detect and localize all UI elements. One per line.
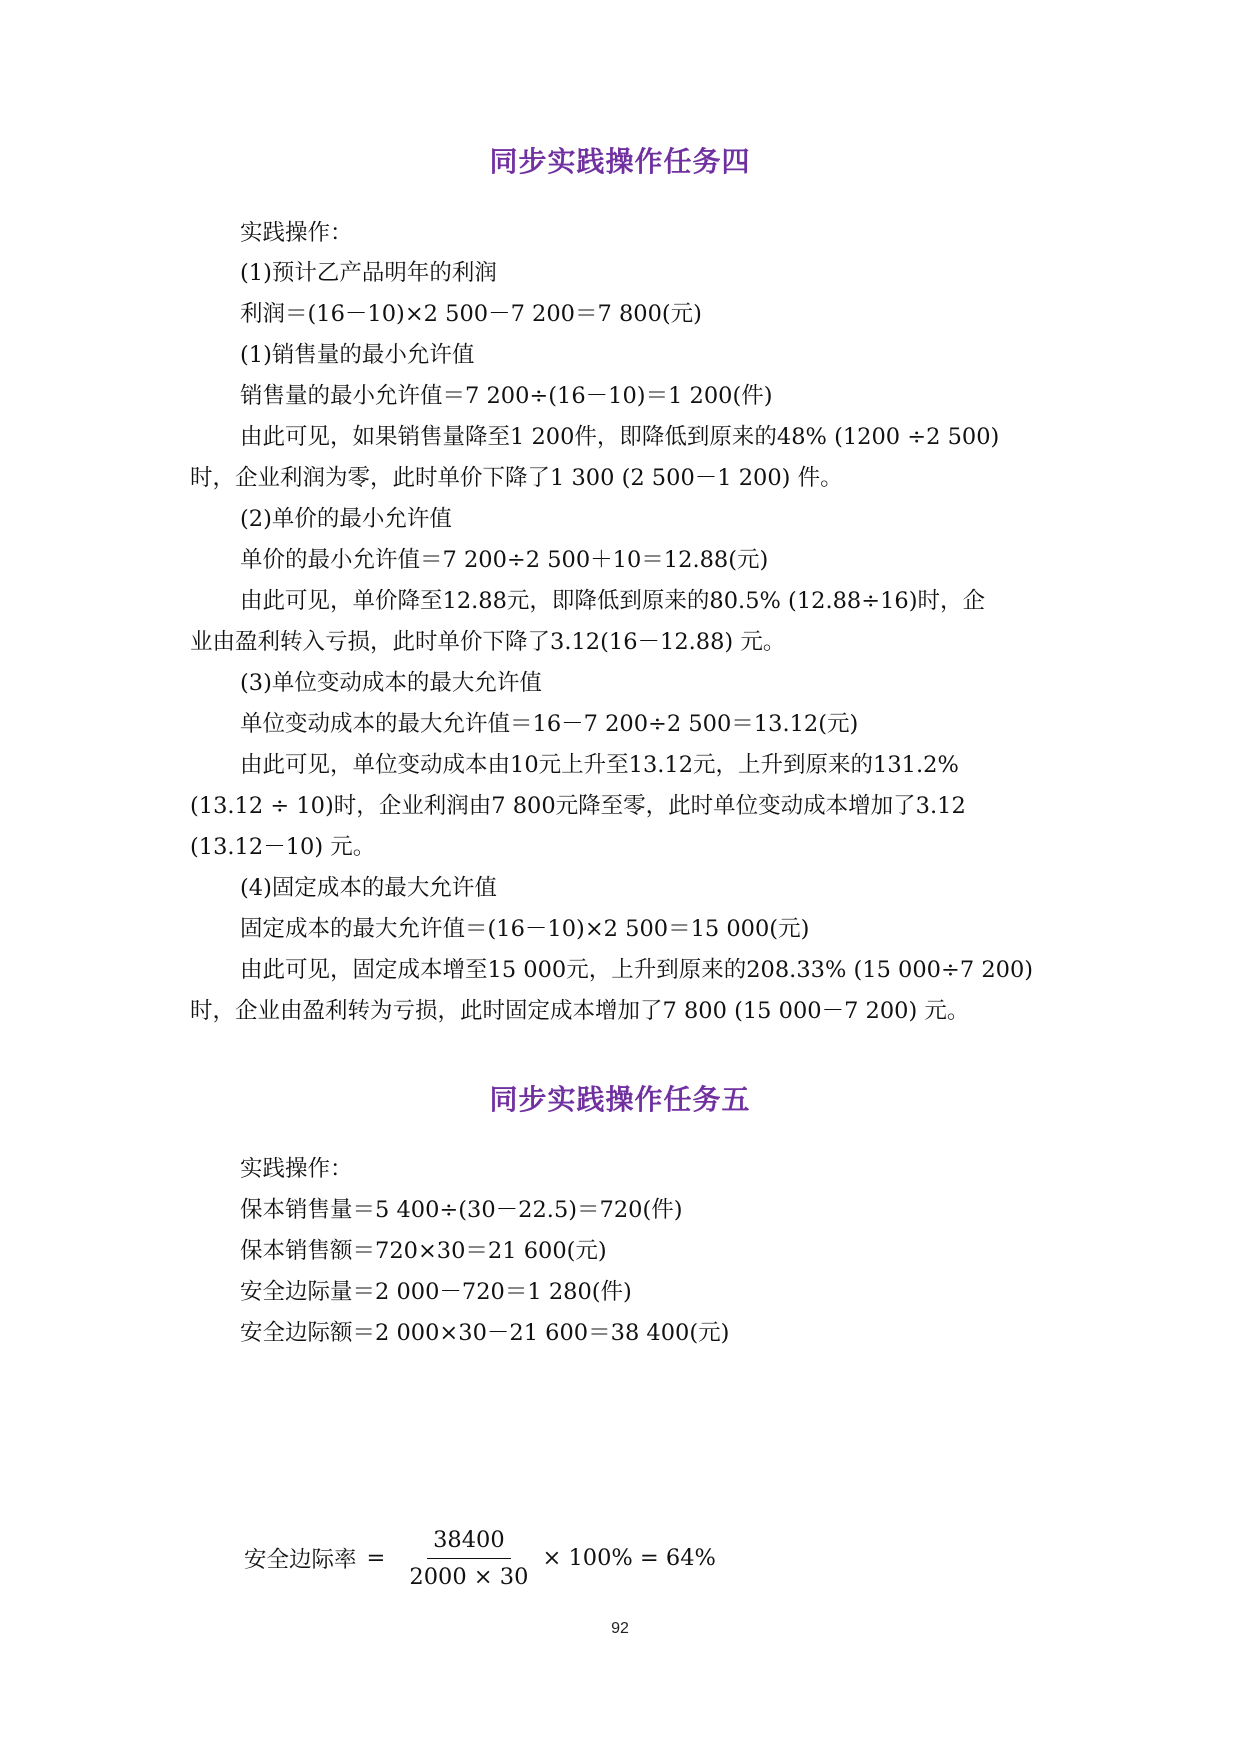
section4-title: 同步实践操作任务四 [489,145,751,178]
text-line: 时，企业利润为零，此时单价下降了1 300 (2 500－1 200) 件。 [190,465,843,491]
text-line: 由此可见，如果销售量降至1 200件，即降低到原来的48% (1200 ÷2 500) [240,424,1000,450]
text-line: 销售量的最小允许值＝7 200÷(16－10)＝1 200(件) [240,383,773,409]
text-line: (3)单位变动成本的最大允许值 [240,670,542,696]
text-line: 保本销售量＝5 400÷(30－22.5)＝720(件) [240,1197,683,1223]
text-line: 由此可见，单位变动成本由10元上升至13.12元，上升到原来的131.2% [240,752,959,778]
text-line: 由此可见，固定成本增至15 000元，上升到原来的208.33% (15 000÷7 200) [240,957,1034,983]
text-line: (1)预计乙产品明年的利润 [240,260,497,286]
formula-label: 安全边际率 [244,1547,357,1573]
safety-margin-rate-formula [244,1518,716,1598]
formula-fraction [403,1525,534,1592]
text-line: 单价的最小允许值＝7 200÷2 500＋10＝12.88(元) [240,547,769,573]
text-line: 业由盈利转入亏损，此时单价下降了3.12(16－12.88) 元。 [190,629,786,655]
text-line: 实践操作： [240,1156,353,1182]
fraction-numerator: 38400 [427,1525,511,1559]
text-line: (1)销售量的最小允许值 [240,342,475,368]
text-line: (4)固定成本的最大允许值 [240,875,497,901]
text-line: 安全边际额＝2 000×30－21 600＝38 400(元) [240,1320,730,1346]
text-line: (13.12－10) 元。 [190,834,376,860]
text-line: 利润＝(16－10)×2 500－7 200＝7 800(元) [240,301,702,327]
text-line: 保本销售额＝720×30＝21 600(元) [240,1238,607,1264]
text-line: 安全边际量＝2 000－720＝1 280(件) [240,1279,632,1305]
text-line: 实践操作： [240,220,353,246]
text-line: (2)单价的最小允许值 [240,506,452,532]
formula-equals: = [366,1545,386,1571]
text-line: (13.12 ÷ 10)时，企业利润由7 800元降至零，此时单位变动成本增加了3.12 [190,793,966,819]
page-number: 92 [611,1620,629,1637]
text-line: 时，企业由盈利转为亏损，此时固定成本增加了7 800 (15 000－7 200) 元。 [190,998,970,1024]
section5-title: 同步实践操作任务五 [489,1083,751,1116]
text-line: 由此可见，单价降至12.88元，即降低到原来的80.5% (12.88÷16)时，企 [240,588,985,614]
text-line: 单位变动成本的最大允许值＝16－7 200÷2 500＝13.12(元) [240,711,859,737]
formula-tail: × 100% = 64% [542,1545,716,1571]
fraction-denominator: 2000 × 30 [409,1563,529,1590]
text-line: 固定成本的最大允许值＝(16－10)×2 500＝15 000(元) [240,916,810,942]
